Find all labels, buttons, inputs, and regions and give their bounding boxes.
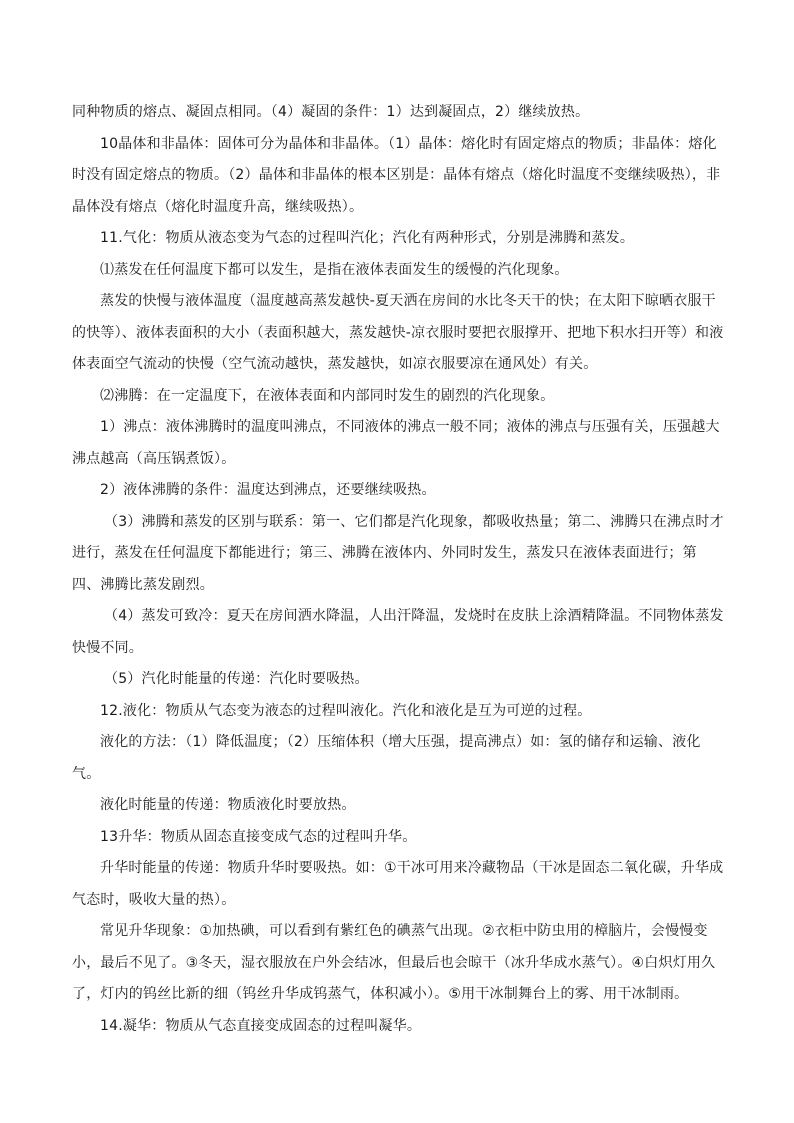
- paragraph-evaporative-cooling: （4）蒸发可致冷：夏天在房间洒水降温，人出汗降温，发烧时在皮肤上涂酒精降温。不同物体蒸发快慢不同。: [72, 608, 724, 656]
- paragraph-boiling-conditions: 2）液体沸腾的条件：温度达到沸点，还要继续吸热。: [100, 482, 436, 498]
- paragraph-vaporization: 11.气化：物质从液态变为气态的过程叫汽化；汽化有两种形式，分别是沸腾和蒸发。: [100, 230, 635, 246]
- paragraph-vaporization-energy: （5）汽化时能量的传递：汽化时要吸热。: [104, 671, 369, 687]
- paragraph-boiling-point: 1）沸点：液体沸腾时的温度叫沸点，不同液体的沸点一般不同；液体的沸点与压强有关，压强越大沸点越高（高压锅煮饭）。: [72, 419, 720, 467]
- paragraph-deposition: 14.凝华：物质从气态直接变成固态的过程叫凝华。: [100, 1017, 422, 1034]
- paragraph-liquefaction-energy: 液化时能量的传递：物质液化时要放热。: [100, 797, 356, 813]
- paragraph-evaporation-rate: 蒸发的快慢与液体温度（温度越高蒸发越快-夏天洒在房间的水比冬天干的快；在太阳下晾晒衣服干的快等）、液体表面积的大小（表面积越大，蒸发越快-凉衣服时要把衣服撑开、把地下积水扫开等）和液体表面空气流动的快慢（空气流动越快，蒸发越快，如凉衣服要凉在通风处）有关。: [72, 293, 724, 372]
- document-body: [72, 97, 724, 1042]
- paragraph-sublimation: 13升华：物质从固态直接变成气态的过程叫升华。: [100, 828, 417, 845]
- paragraph-crystal-amorphous: 10晶体和非晶体：固体可分为晶体和非晶体。（1）晶体：熔化时有固定熔点的物质；非晶体：熔化时没有固定熔点的物质。（2）晶体和非晶体的根本区别是：晶体有熔点（熔化时温度不变继续吸热），非晶体没有熔点（熔化时温度升高，继续吸热）。: [72, 135, 721, 215]
- paragraph-liquefaction: 12.液化：物质从气态变为液态的过程叫液化。汽化和液化是互为可逆的过程。: [100, 702, 592, 719]
- paragraph-solidification-conditions: 同种物质的熔点、凝固点相同。（4）凝固的条件：1）达到凝固点，2）继续放热。: [72, 104, 590, 120]
- paragraph-sublimation-energy: 升华时能量的传递：物质升华时要吸热。如：①干冰可用来冷藏物品（干冰是固态二氧化碳，升华成气态时，吸收大量的热）。: [72, 860, 724, 908]
- paragraph-liquefaction-methods: 液化的方法：（1）降低温度；（2）压缩体积（增大压强，提高沸点）如：氢的储存和运输、液化气。: [72, 734, 701, 782]
- paragraph-sublimation-examples: 常见升华现象：①加热碘，可以看到有紫红色的碘蒸气出现。②衣柜中防虫用的樟脑片，会慢慢变小，最后不见了。③冬天，湿衣服放在户外会结冰，但最后也会晾干（冰升华成水蒸气）。④白炽灯用久了，灯内的钨丝比新的细（钨丝升华成钨蒸气，体积减小）。⑤用干冰制舞台上的雾、用干冰制雨。: [72, 923, 716, 1002]
- paragraph-evaporation: ⑴蒸发在任何温度下都可以发生，是指在液体表面发生的缓慢的汽化现象。: [100, 261, 569, 278]
- paragraph-boiling: ⑵沸腾：在一定温度下，在液体表面和内部同时发生的剧烈的汽化现象。: [100, 387, 555, 404]
- paragraph-boiling-vs-evaporation: （3）沸腾和蒸发的区别与联系：第一、它们都是汽化现象，都吸收热量；第二、沸腾只在沸点时才进行，蒸发在任何温度下都能进行；第三、沸腾在液体内、外同时发生，蒸发只在液体表面进行；第四、沸腾比蒸发剧烈。: [72, 513, 724, 593]
